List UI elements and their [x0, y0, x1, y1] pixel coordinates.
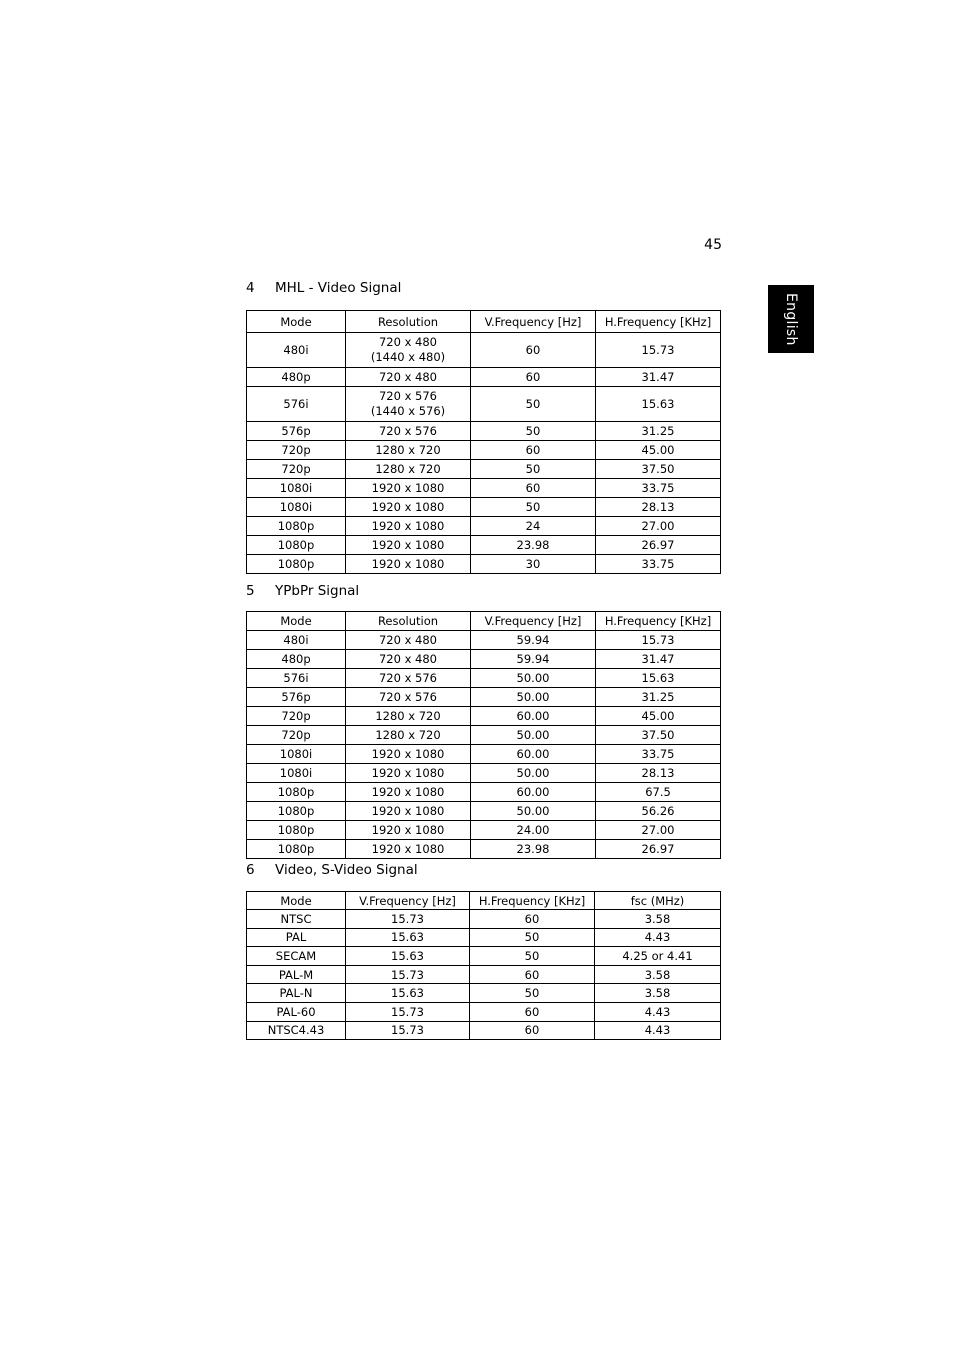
resolution-line: 1920 x 1080: [371, 538, 445, 552]
mode-cell: 1080p: [247, 783, 346, 802]
v-frequency-cell: 60: [471, 368, 596, 387]
resolution-cell: 1920 x 1080: [346, 821, 471, 840]
page-number: 45: [704, 237, 722, 253]
mode-cell: 720p: [247, 460, 346, 479]
column-header: V.Frequency [Hz]: [471, 311, 596, 333]
v-frequency-cell: 50.00: [471, 669, 596, 688]
v-frequency-cell: 24.00: [471, 821, 596, 840]
table-row: [247, 764, 721, 783]
resolution-line: 1280 x 720: [375, 443, 441, 457]
h-frequency-cell: 26.97: [596, 536, 721, 555]
fsc-cell: 4.43: [595, 928, 721, 947]
table-row: [247, 536, 721, 555]
mode-cell: 480i: [247, 631, 346, 650]
fsc-cell: 3.58: [595, 965, 721, 984]
table-row: [247, 669, 721, 688]
h-frequency-cell: 31.47: [596, 368, 721, 387]
v-frequency-cell: 30: [471, 555, 596, 574]
table-row: [247, 1021, 721, 1040]
mode-cell: NTSC: [247, 910, 346, 929]
v-frequency-cell: 60.00: [471, 783, 596, 802]
resolution-cell: 1920 x 1080: [346, 802, 471, 821]
h-frequency-cell: 60: [470, 910, 595, 929]
h-frequency-cell: 37.50: [596, 460, 721, 479]
resolution-cell: [346, 460, 471, 479]
resolution-line: 1920 x 1080: [371, 519, 445, 533]
section-title-video: [246, 862, 418, 878]
table-row: [247, 947, 721, 966]
mode-cell: 1080i: [247, 745, 346, 764]
table-row: [247, 422, 721, 441]
v-frequency-cell: 50.00: [471, 802, 596, 821]
resolution-line: 720 x 576: [378, 389, 438, 403]
h-frequency-cell: 33.75: [596, 555, 721, 574]
column-header: H.Frequency [KHz]: [470, 892, 595, 910]
mode-cell: 480p: [247, 368, 346, 387]
v-frequency-cell: 15.73: [346, 910, 470, 929]
resolution-cell: 1920 x 1080: [346, 745, 471, 764]
mode-cell: 1080p: [247, 555, 346, 574]
v-frequency-cell: 15.73: [346, 1002, 470, 1021]
column-header: H.Frequency [KHz]: [596, 612, 721, 631]
mode-cell: 1080p: [247, 802, 346, 821]
v-frequency-cell: 15.63: [346, 928, 470, 947]
v-frequency-cell: 50: [471, 387, 596, 422]
resolution-line: 1280 x 720: [375, 462, 441, 476]
v-frequency-cell: 59.94: [471, 631, 596, 650]
column-header: fsc (MHz): [595, 892, 721, 910]
mode-cell: 576i: [247, 387, 346, 422]
resolution-cell: 720 x 576: [346, 669, 471, 688]
h-frequency-cell: 60: [470, 1002, 595, 1021]
v-frequency-cell: 60: [471, 333, 596, 368]
resolution-cell: [346, 555, 471, 574]
section-number: 5: [246, 583, 255, 599]
h-frequency-cell: 60: [470, 1021, 595, 1040]
v-frequency-cell: 15.73: [346, 1021, 470, 1040]
table-row: [247, 498, 721, 517]
fsc-cell: 3.58: [595, 910, 721, 929]
h-frequency-cell: 45.00: [596, 441, 721, 460]
resolution-line: (1440 x 480): [370, 350, 446, 364]
v-frequency-cell: 50: [471, 498, 596, 517]
fsc-cell: 4.43: [595, 1021, 721, 1040]
table-row: [247, 631, 721, 650]
v-frequency-cell: 15.73: [346, 965, 470, 984]
resolution-cell: 720 x 480: [346, 631, 471, 650]
v-frequency-cell: 15.63: [346, 984, 470, 1003]
resolution-cell: [346, 517, 471, 536]
resolution-cell: [346, 422, 471, 441]
h-frequency-cell: 31.25: [596, 688, 721, 707]
resolution-cell: [346, 368, 471, 387]
column-header: V.Frequency [Hz]: [346, 892, 470, 910]
h-frequency-cell: 56.26: [596, 802, 721, 821]
resolution-line: 720 x 480: [378, 370, 438, 384]
column-header: Resolution: [346, 612, 471, 631]
v-frequency-cell: 15.63: [346, 947, 470, 966]
mode-cell: 720p: [247, 707, 346, 726]
mode-cell: PAL-N: [247, 984, 346, 1003]
language-tab-label: English: [783, 292, 799, 346]
mode-cell: 576p: [247, 688, 346, 707]
table-row: [247, 726, 721, 745]
section-number: 6: [246, 862, 255, 878]
h-frequency-cell: 50: [470, 947, 595, 966]
v-frequency-cell: 59.94: [471, 650, 596, 669]
mode-cell: 720p: [247, 441, 346, 460]
v-frequency-cell: 60: [471, 441, 596, 460]
mode-cell: 1080i: [247, 764, 346, 783]
v-frequency-cell: 50.00: [471, 764, 596, 783]
h-frequency-cell: 28.13: [596, 498, 721, 517]
resolution-line: 1920 x 1080: [371, 557, 445, 571]
h-frequency-cell: 33.75: [596, 479, 721, 498]
table-row: [247, 965, 721, 984]
v-frequency-cell: 23.98: [471, 536, 596, 555]
mode-cell: 1080p: [247, 536, 346, 555]
table-row: [247, 650, 721, 669]
table-row: [247, 479, 721, 498]
table-row: [247, 517, 721, 536]
resolution-cell: [346, 441, 471, 460]
resolution-cell: 1280 x 720: [346, 726, 471, 745]
column-header: Mode: [247, 892, 346, 910]
mode-cell: 1080p: [247, 821, 346, 840]
h-frequency-cell: 28.13: [596, 764, 721, 783]
resolution-cell: [346, 333, 471, 368]
resolution-cell: 1280 x 720: [346, 707, 471, 726]
v-frequency-cell: 23.98: [471, 840, 596, 859]
h-frequency-cell: 50: [470, 984, 595, 1003]
table-row: [247, 707, 721, 726]
language-tab: [768, 285, 814, 353]
mode-cell: 480p: [247, 650, 346, 669]
column-header: Mode: [247, 612, 346, 631]
fsc-cell: 3.58: [595, 984, 721, 1003]
mode-cell: PAL: [247, 928, 346, 947]
mode-cell: 1080i: [247, 479, 346, 498]
resolution-cell: 720 x 480: [346, 650, 471, 669]
mhl-signal-table: [246, 310, 721, 574]
resolution-cell: 1920 x 1080: [346, 764, 471, 783]
resolution-line: 720 x 576: [378, 424, 438, 438]
resolution-line: 1920 x 1080: [371, 481, 445, 495]
v-frequency-cell: 50.00: [471, 688, 596, 707]
table-row: [247, 745, 721, 764]
table-row: [247, 333, 721, 368]
table-row: [247, 840, 721, 859]
mode-cell: NTSC4.43: [247, 1021, 346, 1040]
table-row: [247, 928, 721, 947]
table-row: [247, 984, 721, 1003]
table-row: [247, 441, 721, 460]
table-row: [247, 783, 721, 802]
table-header-row: [247, 311, 721, 333]
v-frequency-cell: 50: [471, 460, 596, 479]
h-frequency-cell: 15.63: [596, 669, 721, 688]
h-frequency-cell: 31.47: [596, 650, 721, 669]
fsc-cell: 4.25 or 4.41: [595, 947, 721, 966]
v-frequency-cell: 50: [471, 422, 596, 441]
resolution-cell: 1920 x 1080: [346, 840, 471, 859]
resolution-cell: [346, 387, 471, 422]
section-title-mhl: [246, 280, 401, 296]
h-frequency-cell: 26.97: [596, 840, 721, 859]
mode-cell: 576i: [247, 669, 346, 688]
table-header-row: [247, 892, 721, 910]
section-title-text: MHL - Video Signal: [275, 280, 402, 296]
resolution-cell: [346, 536, 471, 555]
table-row: [247, 387, 721, 422]
mode-cell: PAL-M: [247, 965, 346, 984]
table-row: [247, 460, 721, 479]
table-row: [247, 555, 721, 574]
v-frequency-cell: 60.00: [471, 707, 596, 726]
mode-cell: 720p: [247, 726, 346, 745]
resolution-cell: [346, 498, 471, 517]
column-header: Resolution: [346, 311, 471, 333]
resolution-line: (1440 x 576): [370, 404, 446, 418]
table-row: [247, 1002, 721, 1021]
mode-cell: SECAM: [247, 947, 346, 966]
mode-cell: 480i: [247, 333, 346, 368]
mode-cell: 1080i: [247, 498, 346, 517]
h-frequency-cell: 60: [470, 965, 595, 984]
table-row: [247, 802, 721, 821]
v-frequency-cell: 24: [471, 517, 596, 536]
table-row: [247, 910, 721, 929]
column-header: Mode: [247, 311, 346, 333]
h-frequency-cell: 67.5: [596, 783, 721, 802]
video-signal-table: [246, 891, 721, 1040]
resolution-cell: [346, 479, 471, 498]
resolution-line: 720 x 480: [378, 335, 438, 349]
h-frequency-cell: 33.75: [596, 745, 721, 764]
h-frequency-cell: 15.63: [596, 387, 721, 422]
ypbpr-signal-table: [246, 611, 721, 859]
table-row: [247, 688, 721, 707]
resolution-line: 1920 x 1080: [371, 500, 445, 514]
table-header-row: [247, 612, 721, 631]
section-number: 4: [246, 280, 255, 296]
section-title-text: Video, S-Video Signal: [275, 862, 418, 878]
h-frequency-cell: 50: [470, 928, 595, 947]
v-frequency-cell: 60.00: [471, 745, 596, 764]
h-frequency-cell: 15.73: [596, 333, 721, 368]
h-frequency-cell: 31.25: [596, 422, 721, 441]
section-title-text: YPbPr Signal: [275, 583, 360, 599]
h-frequency-cell: 27.00: [596, 517, 721, 536]
mode-cell: 576p: [247, 422, 346, 441]
v-frequency-cell: 60: [471, 479, 596, 498]
mode-cell: 1080p: [247, 517, 346, 536]
h-frequency-cell: 15.73: [596, 631, 721, 650]
table-row: [247, 821, 721, 840]
h-frequency-cell: 27.00: [596, 821, 721, 840]
mode-cell: 1080p: [247, 840, 346, 859]
v-frequency-cell: 50.00: [471, 726, 596, 745]
resolution-cell: 1920 x 1080: [346, 783, 471, 802]
column-header: V.Frequency [Hz]: [471, 612, 596, 631]
mode-cell: PAL-60: [247, 1002, 346, 1021]
table-row: [247, 368, 721, 387]
section-title-ypbpr: [246, 583, 359, 599]
fsc-cell: 4.43: [595, 1002, 721, 1021]
h-frequency-cell: 45.00: [596, 707, 721, 726]
column-header: H.Frequency [KHz]: [596, 311, 721, 333]
h-frequency-cell: 37.50: [596, 726, 721, 745]
resolution-cell: 720 x 576: [346, 688, 471, 707]
